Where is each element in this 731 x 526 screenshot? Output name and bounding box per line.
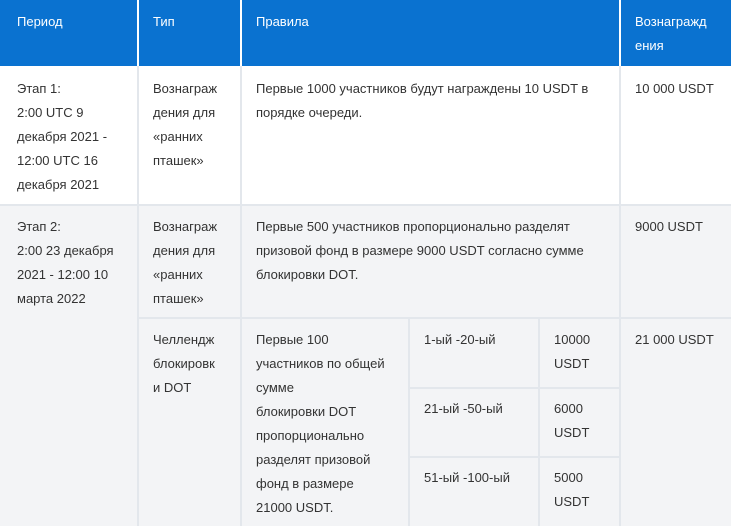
divider (538, 318, 540, 526)
tier-3-range: 51-ый -100-ый (424, 470, 510, 485)
header-reward-label: Вознагражд ения (635, 14, 707, 53)
stage1-reward: 10 000 USDT (635, 81, 714, 96)
stage1-period: Этап 1: 2:00 UTC 9 декабря 2021 - 12:00 UTC 16 декабря 2021 (17, 81, 108, 192)
stage2-challenge-type: Челлендж блокировк и DOT (153, 332, 215, 395)
header-type-label: Тип (153, 14, 175, 29)
stage2-earlybird-type: Вознаграж дения для «ранних пташек» (153, 219, 218, 306)
header-divider (619, 0, 621, 66)
header-divider (137, 0, 139, 66)
divider (408, 318, 410, 526)
divider (410, 387, 619, 389)
header-type (139, 0, 240, 66)
divider (619, 66, 621, 526)
divider (410, 456, 619, 458)
stage2-earlybird-rules: Первые 500 участников пропорционально разделят призовой фонд в размере 9000 USDT согласно сумме блокировки DOT. (256, 219, 584, 282)
stage2-challenge-reward: 21 000 USDT (635, 332, 714, 347)
stage1-rules: Первые 1000 участников будут награждены 10 USDT в порядке очереди. (256, 81, 589, 120)
tier-2-amount: 6000 USDT (554, 401, 590, 440)
tier-1-amount: 10000 USDT (554, 332, 591, 371)
divider (240, 66, 242, 526)
divider (137, 66, 139, 526)
stage1-type: Вознаграж дения для «ранних пташек» (153, 81, 218, 168)
stage2-earlybird-reward: 9000 USDT (635, 219, 703, 234)
tier-3-amount: 5000 USDT (554, 470, 590, 509)
header-period (0, 0, 137, 66)
header-reward (621, 0, 731, 66)
stage2-challenge-rules: Первые 100 участников по общей сумме блокировки DOT пропорционально разделят призовой фонд в размере 21000 USDT. (256, 332, 385, 515)
header-period-label: Период (17, 14, 63, 29)
tier-1-range: 1-ый -20-ый (424, 332, 496, 347)
stage2-period: Этап 2: 2:00 23 декабря 2021 - 12:00 10 марта 2022 (17, 219, 114, 306)
header-rules-label: Правила (256, 14, 309, 29)
divider (139, 317, 731, 319)
tier-2-range: 21-ый -50-ый (424, 401, 503, 416)
header-divider (240, 0, 242, 66)
header-rules (242, 0, 619, 66)
divider (0, 204, 731, 206)
